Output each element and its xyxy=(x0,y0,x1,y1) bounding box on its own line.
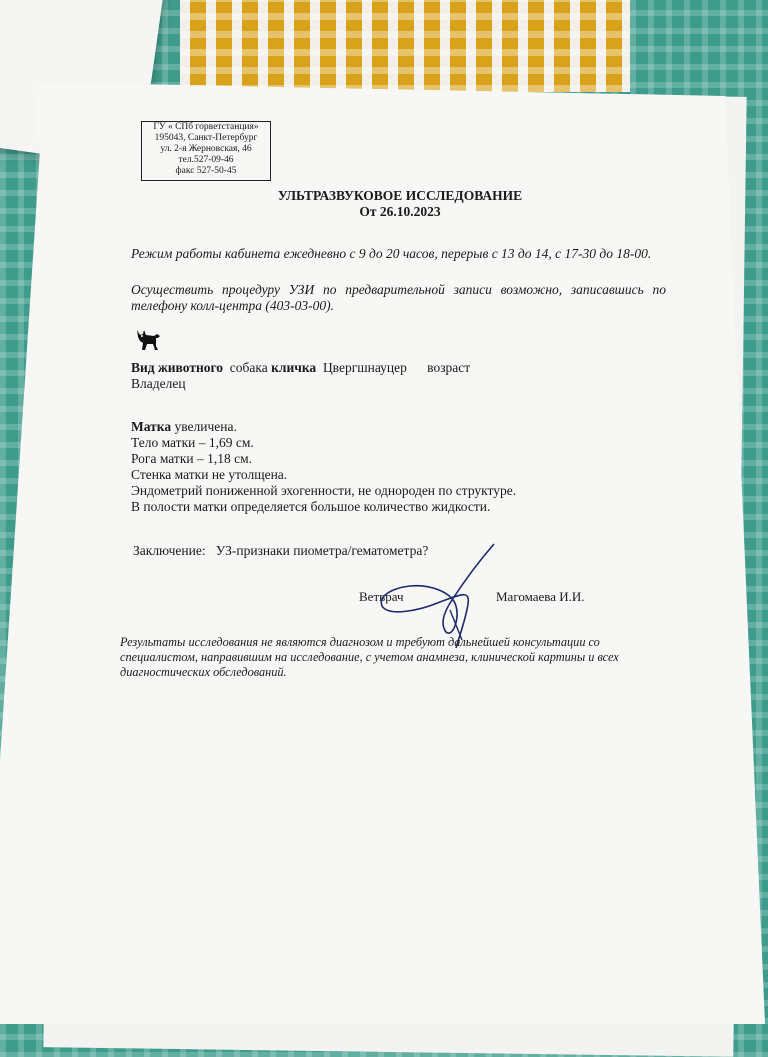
species-label: Вид животного xyxy=(131,360,224,375)
stamp-line: тел.527-09-46 xyxy=(178,155,234,165)
organ-name: Матка xyxy=(131,419,172,434)
finding-line: Тело матки – 1,69 см. xyxy=(131,435,254,450)
finding-line: Эндометрий пониженной эхогенности, не однороден по структуре. xyxy=(131,483,517,498)
document-date: От 26.10.2023 xyxy=(359,204,441,219)
disclaimer-note: Результаты исследования не являются диагнозом и требуют дальнейшей консультации со специалистом, направившим на исследование, с учетом анамнеза, клинической картины и всех диагностических обследований. xyxy=(120,635,619,679)
species-value: собака xyxy=(229,360,268,375)
conclusion-label: Заключение: xyxy=(133,543,206,558)
organ-state: увеличена. xyxy=(174,419,237,434)
dog-icon xyxy=(134,327,162,351)
vet-role: Ветврач xyxy=(359,589,404,604)
conclusion-text: УЗ-признаки пиометра/гематометра? xyxy=(215,543,429,558)
vet-name: Магомаева И.И. xyxy=(496,589,585,604)
finding-line: В полости матки определяется большое количество жидкости. xyxy=(131,499,491,514)
booking-text: Осуществить процедуру УЗИ по предварительной записи возможно, записавшись по телефону колл-центра (403-03-00). xyxy=(131,282,666,313)
finding-line: Рога матки – 1,18 см. xyxy=(131,451,253,466)
clinic-stamp xyxy=(141,121,271,181)
document-title xyxy=(230,188,570,220)
stamp-line: ГУ « СПб горветстанция» xyxy=(153,122,259,132)
age-label: возраст xyxy=(427,360,471,375)
name-value: Цвергшнауцер xyxy=(322,360,407,375)
title-text: УЛЬТРАЗВУКОВОЕ ИССЛЕДОВАНИЕ xyxy=(277,188,523,203)
name-label: кличка xyxy=(271,360,317,375)
stamp-line: факс 527-50-45 xyxy=(175,166,237,176)
patient-line xyxy=(131,360,470,376)
stamp-line: 195043, Санкт-Петербург xyxy=(154,133,258,143)
organ-line xyxy=(131,419,516,435)
owner-label: Владелец xyxy=(131,376,186,391)
finding-line: Стенка матки не утолщена. xyxy=(131,467,288,482)
findings-block xyxy=(131,419,516,515)
schedule-text: Режим работы кабинета ежедневно с 9 до 20 часов, перерыв с 13 до 14, с 17-30 до 18-00. xyxy=(131,246,652,261)
stamp-line: ул. 2-я Жерновская, 46 xyxy=(160,144,252,154)
